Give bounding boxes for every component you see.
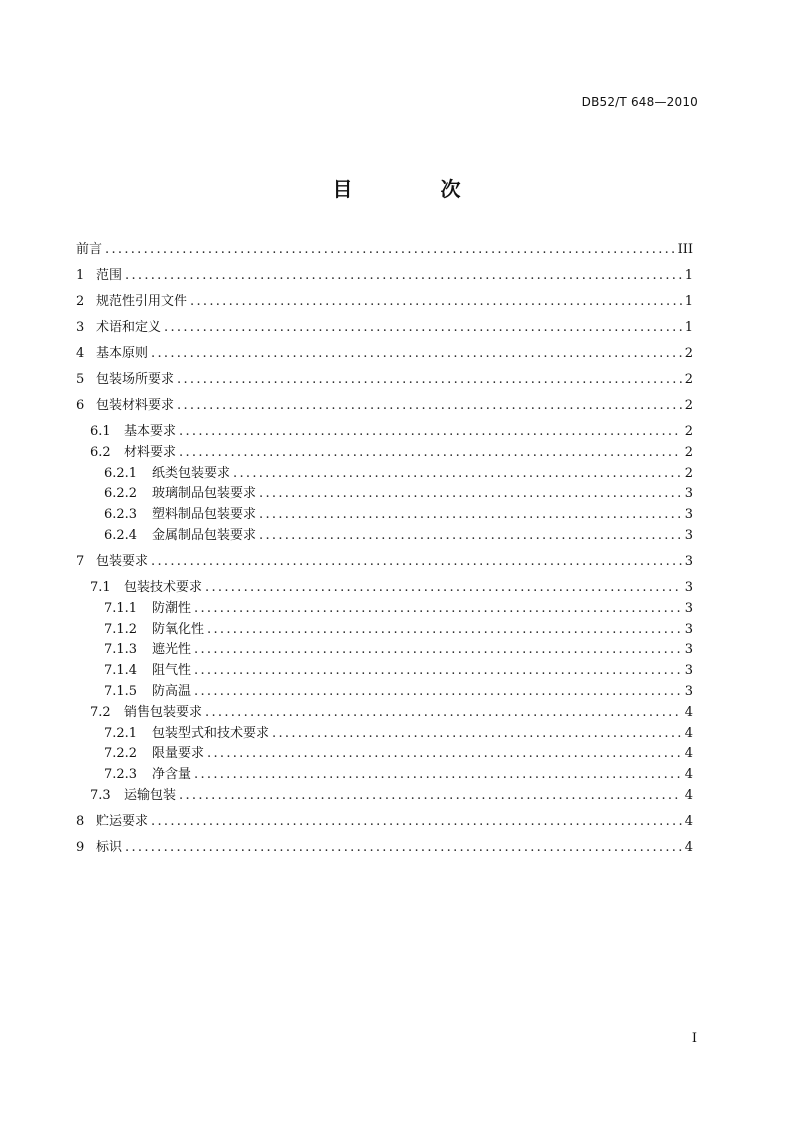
toc-entry-number: 6.2.2 [104, 486, 138, 501]
toc-entry-page: 4 [684, 726, 693, 741]
toc-entry-label: 防高温 [152, 684, 192, 699]
toc-entry-label: 净含量 [152, 767, 192, 782]
toc-entry-number: 6 [76, 398, 85, 413]
toc-entry[interactable] [76, 659, 693, 679]
toc-entry-page: 3 [684, 528, 693, 543]
toc-entry-page: 3 [684, 622, 693, 637]
toc-entry[interactable] [76, 394, 693, 414]
dot-leader [151, 554, 682, 569]
toc-entry-page: 2 [684, 398, 693, 413]
toc-entry-label: 材料要求 [124, 445, 177, 460]
toc-entry-page: 1 [684, 320, 693, 335]
toc-entry-number: 2 [76, 294, 85, 309]
toc-entry[interactable] [76, 597, 693, 617]
toc-entry[interactable] [76, 618, 693, 638]
toc-entry[interactable] [76, 701, 693, 721]
toc-entry-number: 7 [76, 554, 85, 569]
toc-entry-label: 包装场所要求 [96, 372, 175, 387]
toc-entry-page: 4 [684, 746, 693, 761]
toc-entry-number: 6.2.1 [104, 466, 138, 481]
toc-entry-number: 7.2.1 [104, 726, 138, 741]
dot-leader [194, 684, 682, 699]
toc-entry-number: 5 [76, 372, 85, 387]
toc-entry-page: 3 [684, 486, 693, 501]
toc-entry-label: 包装技术要求 [124, 580, 203, 595]
toc-entry[interactable] [76, 342, 693, 362]
toc-entry-number: 7.1.2 [104, 622, 138, 637]
toc-entry-number: 6.2 [90, 445, 111, 460]
toc-entry-label: 销售包装要求 [124, 705, 203, 720]
toc-entry[interactable] [76, 482, 693, 502]
toc-entry-number: 7.1.5 [104, 684, 138, 699]
toc-entry[interactable] [76, 836, 693, 856]
dot-leader [125, 840, 682, 855]
toc-entry-number: 4 [76, 346, 85, 361]
toc-entry-label: 纸类包装要求 [152, 466, 231, 481]
dot-leader [164, 320, 682, 335]
toc-entry-page: 2 [684, 466, 693, 481]
dot-leader [205, 580, 682, 595]
document-code: DB52/T 648—2010 [581, 95, 698, 109]
toc-entry[interactable] [76, 462, 693, 482]
toc-entry-label: 塑料制品包装要求 [152, 507, 257, 522]
toc-entry[interactable] [76, 784, 693, 804]
toc-entry-number: 7.1.1 [104, 601, 138, 616]
toc-entry-number: 7.3 [90, 788, 111, 803]
toc-entry-label: 规范性引用文件 [96, 294, 188, 309]
toc-entry-label: 遮光性 [152, 642, 192, 657]
toc-entry-label: 防潮性 [152, 601, 192, 616]
toc-entry-page: III [677, 242, 693, 257]
dot-leader [177, 372, 682, 387]
toc-entry[interactable] [76, 264, 693, 284]
dot-leader [205, 705, 682, 720]
toc-entry[interactable] [76, 810, 693, 830]
toc-entry[interactable] [76, 576, 693, 596]
dot-leader [105, 242, 675, 257]
toc-entry-label: 基本要求 [124, 424, 177, 439]
toc-entry-page: 1 [684, 294, 693, 309]
toc-entry-label: 包装材料要求 [96, 398, 175, 413]
toc-entry-number: 7.1.3 [104, 642, 138, 657]
toc-entry-page: 3 [684, 663, 693, 678]
toc-entry[interactable] [76, 316, 693, 336]
dot-leader [259, 486, 682, 501]
toc-entry-page: 3 [684, 554, 693, 569]
toc-entry-page: 2 [684, 372, 693, 387]
toc-entry-number: 7.2.2 [104, 746, 138, 761]
dot-leader [207, 622, 682, 637]
toc-entry-label: 范围 [96, 268, 123, 283]
toc-entry-number: 8 [76, 814, 85, 829]
toc-entry-page: 4 [684, 767, 693, 782]
toc-entry[interactable] [76, 550, 693, 570]
toc-entry[interactable] [76, 368, 693, 388]
dot-leader [179, 424, 682, 439]
toc-entry[interactable] [76, 763, 693, 783]
toc-entry-label: 贮运要求 [96, 814, 149, 829]
toc-entry-page: 3 [684, 684, 693, 699]
dot-leader [194, 642, 682, 657]
toc-entry-label: 标识 [96, 840, 123, 855]
toc-entry-page: 4 [684, 814, 693, 829]
toc-entry-label: 玻璃制品包装要求 [152, 486, 257, 501]
dot-leader [259, 528, 682, 543]
toc-entry-page: 2 [684, 424, 693, 439]
toc-entry-number: 3 [76, 320, 85, 335]
toc-entry-number: 6.1 [90, 424, 111, 439]
toc-entry[interactable] [76, 742, 693, 762]
dot-leader [259, 507, 682, 522]
dot-leader [233, 466, 682, 481]
toc-entry-page: 3 [684, 642, 693, 657]
toc-entry[interactable] [76, 290, 693, 310]
toc-title: 目 次 [332, 177, 495, 201]
dot-leader [179, 445, 682, 460]
toc-entry-page: 3 [684, 507, 693, 522]
toc-entry-label: 包装要求 [96, 554, 149, 569]
toc-entry-label: 防氧化性 [152, 622, 205, 637]
toc-entry-page: 4 [684, 840, 693, 855]
dot-leader [151, 346, 682, 361]
toc-entry-label: 阻气性 [152, 663, 192, 678]
toc-entry-page: 4 [684, 705, 693, 720]
toc-entry-number: 1 [76, 268, 85, 283]
dot-leader [190, 294, 682, 309]
dot-leader [177, 398, 682, 413]
dot-leader [179, 788, 682, 803]
dot-leader [125, 268, 682, 283]
toc-entry-label: 运输包装 [124, 788, 177, 803]
toc-entry[interactable] [76, 638, 693, 658]
toc-entry-label: 包装型式和技术要求 [152, 726, 270, 741]
toc-entry-number: 7.1 [90, 580, 111, 595]
toc-entry-label: 金属制品包装要求 [152, 528, 257, 543]
toc-entry-number: 7.2 [90, 705, 111, 720]
toc-entry-page: 3 [684, 580, 693, 595]
toc-entry-number: 9 [76, 840, 85, 855]
toc-entry[interactable] [76, 722, 693, 742]
toc-entry-label: 限量要求 [152, 746, 205, 761]
toc-entry-page: 2 [684, 346, 693, 361]
toc-entry[interactable] [76, 680, 693, 700]
toc-entry-page: 3 [684, 601, 693, 616]
dot-leader [151, 814, 682, 829]
toc-entry-label: 术语和定义 [96, 320, 162, 335]
toc-entry-number: 6.2.4 [104, 528, 138, 543]
dot-leader [194, 663, 682, 678]
dot-leader [194, 601, 682, 616]
toc-entry-label: 基本原则 [96, 346, 149, 361]
toc-entry-page: 4 [684, 788, 693, 803]
toc-entry[interactable] [76, 420, 693, 440]
toc-entry-page: 1 [684, 268, 693, 283]
dot-leader [207, 746, 682, 761]
page-number: I [691, 1031, 697, 1046]
toc-entry-label: 前言 [76, 242, 103, 257]
toc-entry[interactable] [76, 524, 693, 544]
toc-entry-number: 6.2.3 [104, 507, 138, 522]
toc-entry[interactable] [76, 441, 693, 461]
dot-leader [194, 767, 682, 782]
toc-entry[interactable] [76, 238, 693, 258]
toc-entry-number: 7.1.4 [104, 663, 138, 678]
toc-entry-page: 2 [684, 445, 693, 460]
toc-entry-number: 7.2.3 [104, 767, 138, 782]
toc-entry[interactable] [76, 503, 693, 523]
dot-leader [272, 726, 682, 741]
